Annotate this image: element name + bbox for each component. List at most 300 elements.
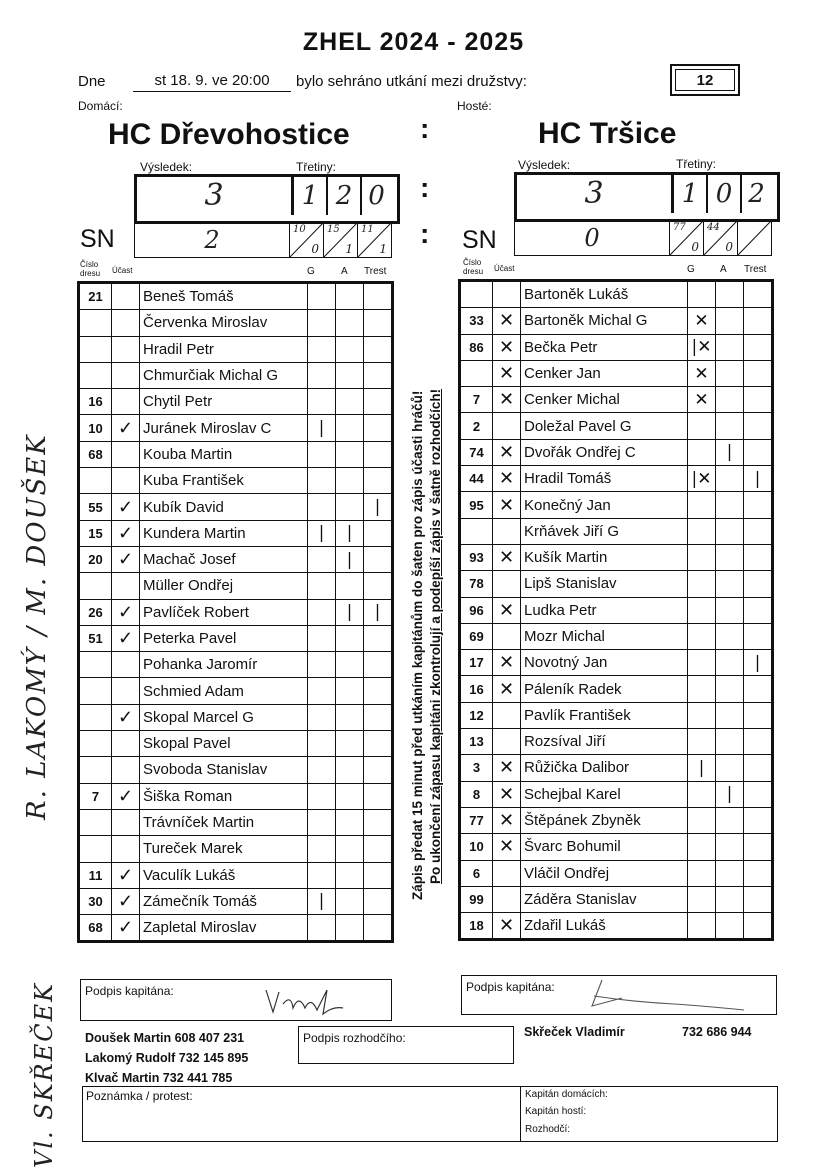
away-player-number: 86 (461, 334, 493, 360)
home-player-number (80, 757, 112, 783)
home-player-number (80, 704, 112, 730)
home-player-number (80, 836, 112, 862)
away-player-number: 44 (461, 466, 493, 492)
away-player-penalties (744, 807, 772, 833)
footer-contacts (85, 1028, 248, 1088)
home-player-goals (308, 310, 336, 336)
home-player-assists (336, 757, 364, 783)
away-player-penalties (744, 571, 772, 597)
captain-away-label: Kapitán hostí: (525, 1106, 587, 1117)
away-player-number: 3 (461, 755, 493, 781)
home-period-1: 1 (294, 177, 328, 215)
home-label: Domácí: (78, 99, 123, 113)
home-team-name: HC Dřevohostice (108, 118, 350, 151)
away-player-name: Cenker Michal (521, 387, 688, 413)
away-captain-sig-label: Podpis kapitána: (466, 980, 555, 994)
away-player-row (461, 308, 772, 334)
away-player-row (461, 413, 772, 439)
home-player-assists: | (336, 520, 364, 546)
home-period-2: 2 (328, 177, 362, 215)
away-player-attendance: ✕ (493, 360, 521, 386)
away-captain-signature (572, 976, 752, 1016)
home-player-penalties (364, 389, 392, 415)
away-player-assists (716, 387, 744, 413)
home-player-goals (308, 836, 336, 862)
away-player-assists (716, 886, 744, 912)
away-player-row (461, 360, 772, 386)
away-player-goals: ✕ (688, 387, 716, 413)
home-player-assists (336, 836, 364, 862)
away-player-penalties (744, 781, 772, 807)
away-player-assists (716, 492, 744, 518)
away-player-penalties (744, 834, 772, 860)
home-player-row (80, 862, 392, 888)
side-note-lower: Vl. SKŘEČEK (30, 981, 58, 1168)
home-player-attendance: ✓ (112, 625, 140, 651)
away-player-number: 6 (461, 860, 493, 886)
away-player-row (461, 544, 772, 570)
home-player-number (80, 573, 112, 599)
home-player-attendance (112, 757, 140, 783)
away-player-goals (688, 676, 716, 702)
referee-phone: 732 686 944 (682, 1025, 752, 1039)
home-player-name: Skopal Marcel G (140, 704, 308, 730)
home-player-row (80, 836, 392, 862)
captain-home-label: Kapitán domácích: (525, 1089, 608, 1100)
home-sn-mark-2: 15 1 (324, 223, 358, 257)
away-player-name: Bartoněk Lukáš (521, 282, 688, 308)
away-player-assists (716, 676, 744, 702)
away-player-row (461, 886, 772, 912)
home-player-name: Pavlíček Robert (140, 599, 308, 625)
away-player-name: Lipš Stanislav (521, 571, 688, 597)
away-player-goals: |✕ (688, 466, 716, 492)
away-player-number: 18 (461, 913, 493, 939)
home-player-attendance (112, 652, 140, 678)
home-player-row (80, 888, 392, 914)
away-player-penalties (744, 597, 772, 623)
away-period-1: 1 (674, 175, 708, 213)
home-player-number: 16 (80, 389, 112, 415)
home-sn-value: 2 (135, 223, 290, 257)
note-protest-box (82, 1086, 778, 1142)
away-player-name: Švarc Bohumil (521, 834, 688, 860)
home-sn-label: SN (80, 225, 115, 253)
home-player-name: Trávníček Martin (140, 809, 308, 835)
home-player-assists (336, 389, 364, 415)
away-player-goals (688, 834, 716, 860)
away-player-assists (716, 807, 744, 833)
away-player-row (461, 676, 772, 702)
away-player-attendance (493, 623, 521, 649)
away-player-goals: ✕ (688, 308, 716, 334)
away-player-assists (716, 544, 744, 570)
away-player-assists (716, 466, 744, 492)
away-player-row (461, 597, 772, 623)
away-player-attendance (493, 886, 521, 912)
home-roster-table (79, 283, 392, 941)
home-player-penalties (364, 625, 392, 651)
home-player-attendance: ✓ (112, 546, 140, 572)
away-player-goals (688, 492, 716, 518)
away-player-row (461, 466, 772, 492)
away-player-number: 13 (461, 729, 493, 755)
home-player-name: Kuba František (140, 468, 308, 494)
away-player-number: 33 (461, 308, 493, 334)
home-player-goals (308, 573, 336, 599)
home-player-assists (336, 862, 364, 888)
home-player-name: Svoboda Stanislav (140, 757, 308, 783)
away-player-number: 16 (461, 676, 493, 702)
home-player-attendance (112, 468, 140, 494)
home-player-row (80, 652, 392, 678)
home-player-row (80, 415, 392, 441)
home-player-penalties: | (364, 599, 392, 625)
home-player-row (80, 678, 392, 704)
away-player-attendance: ✕ (493, 544, 521, 570)
home-player-name: Kubík David (140, 494, 308, 520)
away-player-row (461, 571, 772, 597)
away-player-number: 93 (461, 544, 493, 570)
away-player-number: 95 (461, 492, 493, 518)
away-player-number: 74 (461, 439, 493, 465)
home-player-row (80, 573, 392, 599)
home-player-goals (308, 678, 336, 704)
home-player-assists (336, 468, 364, 494)
away-player-penalties (744, 676, 772, 702)
home-player-penalties (364, 336, 392, 362)
date-value: st 18. 9. ve 20:00 (133, 72, 291, 92)
away-player-penalties (744, 886, 772, 912)
referee-signature-box (298, 1026, 514, 1064)
result-colon: : (420, 172, 430, 203)
referee-name: Skřeček Vladimír (524, 1025, 625, 1039)
away-player-assists (716, 571, 744, 597)
away-player-assists: | (716, 439, 744, 465)
away-player-attendance (493, 729, 521, 755)
away-player-row (461, 334, 772, 360)
home-player-name: Kundera Martin (140, 520, 308, 546)
home-player-goals (308, 731, 336, 757)
away-player-attendance: ✕ (493, 492, 521, 518)
away-team-name: HC Tršice (538, 117, 677, 150)
away-player-penalties (744, 334, 772, 360)
home-player-row (80, 494, 392, 520)
away-player-name: Páleník Radek (521, 676, 688, 702)
home-player-assists (336, 783, 364, 809)
home-player-assists (336, 494, 364, 520)
home-player-number (80, 652, 112, 678)
away-player-assists: | (716, 781, 744, 807)
home-player-attendance (112, 441, 140, 467)
away-result-label: Výsledek: (518, 158, 571, 172)
home-player-penalties (364, 862, 392, 888)
away-player-name: Vláčil Ondřej (521, 860, 688, 886)
match-number: 12 (675, 69, 735, 91)
away-player-penalties (744, 702, 772, 728)
home-player-number: 11 (80, 862, 112, 888)
home-player-penalties (364, 573, 392, 599)
away-player-attendance: ✕ (493, 676, 521, 702)
home-player-row (80, 362, 392, 388)
home-player-row (80, 731, 392, 757)
away-player-number: 17 (461, 650, 493, 676)
home-player-assists (336, 415, 364, 441)
away-player-penalties (744, 439, 772, 465)
away-player-penalties (744, 282, 772, 308)
home-player-name: Machač Josef (140, 546, 308, 572)
home-player-name: Chytil Petr (140, 389, 308, 415)
away-player-attendance (493, 413, 521, 439)
match-number-box (670, 64, 740, 96)
home-player-name: Vaculík Lukáš (140, 862, 308, 888)
home-player-number: 55 (80, 494, 112, 520)
home-player-name: Tureček Marek (140, 836, 308, 862)
home-player-penalties (364, 678, 392, 704)
away-player-assists (716, 623, 744, 649)
home-col-g: G (307, 266, 315, 277)
away-player-goals (688, 913, 716, 939)
home-player-number (80, 362, 112, 388)
home-player-name: Chmurčiak Michal G (140, 362, 308, 388)
home-player-name: Juránek Miroslav C (140, 415, 308, 441)
away-player-number: 7 (461, 387, 493, 413)
away-player-assists (716, 755, 744, 781)
home-player-assists (336, 336, 364, 362)
away-col-trest: Trest (744, 264, 767, 275)
away-player-name: Kušík Martin (521, 544, 688, 570)
away-player-name: Růžička Dalibor (521, 755, 688, 781)
home-player-name: Skopal Pavel (140, 731, 308, 757)
away-player-name: Bartoněk Michal G (521, 308, 688, 334)
away-player-row (461, 492, 772, 518)
away-player-row (461, 387, 772, 413)
home-result-box (134, 174, 400, 224)
home-player-attendance: ✓ (112, 704, 140, 730)
home-player-row (80, 310, 392, 336)
away-periods-label: Třetiny: (676, 157, 717, 171)
home-player-number: 26 (80, 599, 112, 625)
home-player-penalties (364, 757, 392, 783)
home-player-assists (336, 441, 364, 467)
home-player-penalties (364, 415, 392, 441)
home-player-name: Zámečník Tomáš (140, 888, 308, 914)
away-col-a: A (720, 264, 727, 275)
away-player-assists (716, 729, 744, 755)
home-player-number: 21 (80, 284, 112, 310)
away-player-goals (688, 886, 716, 912)
away-player-penalties (744, 729, 772, 755)
away-player-row (461, 807, 772, 833)
home-player-row (80, 468, 392, 494)
home-player-goals (308, 783, 336, 809)
side-note-upper: R. LAKOMÝ / M. DOUŠEK (22, 433, 52, 820)
away-player-goals (688, 439, 716, 465)
away-player-assists (716, 282, 744, 308)
home-player-row (80, 389, 392, 415)
away-player-goals (688, 702, 716, 728)
home-player-penalties (364, 310, 392, 336)
home-player-attendance (112, 310, 140, 336)
home-player-penalties (364, 441, 392, 467)
home-player-row (80, 441, 392, 467)
home-player-name: Peterka Pavel (140, 625, 308, 651)
home-period-3: 0 (368, 181, 385, 211)
away-player-name: Rozsíval Jiří (521, 729, 688, 755)
home-player-assists (336, 915, 364, 941)
away-player-row (461, 282, 772, 308)
away-player-number: 96 (461, 597, 493, 623)
away-player-name: Doležal Pavel G (521, 413, 688, 439)
away-player-number: 8 (461, 781, 493, 807)
home-player-assists: | (336, 599, 364, 625)
home-player-row (80, 757, 392, 783)
home-player-attendance (112, 389, 140, 415)
home-player-attendance: ✓ (112, 915, 140, 941)
home-player-name: Schmied Adam (140, 678, 308, 704)
home-player-goals (308, 441, 336, 467)
home-player-name: Kouba Martin (140, 441, 308, 467)
home-player-goals (308, 625, 336, 651)
home-player-assists (336, 573, 364, 599)
away-player-penalties: | (744, 466, 772, 492)
home-player-number (80, 678, 112, 704)
home-player-row (80, 336, 392, 362)
date-label: Dne (78, 73, 106, 90)
home-player-assists (336, 678, 364, 704)
home-player-name: Šiška Roman (140, 783, 308, 809)
away-player-penalties (744, 492, 772, 518)
away-player-row (461, 439, 772, 465)
home-captain-signature (261, 982, 381, 1022)
home-player-attendance: ✓ (112, 888, 140, 914)
home-player-number: 20 (80, 546, 112, 572)
away-player-name: Konečný Jan (521, 492, 688, 518)
away-player-row (461, 755, 772, 781)
home-player-assists (336, 809, 364, 835)
home-player-assists: | (336, 546, 364, 572)
away-player-attendance: ✕ (493, 597, 521, 623)
away-player-penalties (744, 387, 772, 413)
referee-sig-label: Podpis rozhodčího: (303, 1031, 406, 1045)
away-player-name: Pavlík František (521, 702, 688, 728)
away-player-penalties (744, 860, 772, 886)
away-sn-box (514, 220, 772, 256)
home-player-penalties (364, 546, 392, 572)
away-player-assists (716, 597, 744, 623)
home-player-goals (308, 757, 336, 783)
home-player-name: Červenka Miroslav (140, 310, 308, 336)
home-player-assists (336, 625, 364, 651)
away-player-number: 2 (461, 413, 493, 439)
home-player-goals (308, 468, 336, 494)
away-player-goals: ✕ (688, 360, 716, 386)
away-player-name: Ludka Petr (521, 597, 688, 623)
away-player-name: Záděra Stanislav (521, 886, 688, 912)
away-player-assists (716, 650, 744, 676)
away-player-goals (688, 544, 716, 570)
away-player-assists (716, 308, 744, 334)
away-player-number: 10 (461, 834, 493, 860)
away-player-number: 69 (461, 623, 493, 649)
home-player-goals (308, 284, 336, 310)
away-player-assists (716, 702, 744, 728)
away-player-name: Krňávek Jiří G (521, 518, 688, 544)
away-player-attendance (493, 571, 521, 597)
away-col-cislo: Číslo dresu (463, 258, 484, 276)
away-player-attendance: ✕ (493, 439, 521, 465)
contact-1: Doušek Martin 608 407 231 (85, 1031, 245, 1045)
home-col-cislo: Číslo dresu (80, 260, 101, 278)
away-col-g: G (687, 264, 695, 275)
home-player-penalties (364, 836, 392, 862)
away-player-penalties (744, 544, 772, 570)
home-player-goals (308, 862, 336, 888)
home-player-number: 68 (80, 441, 112, 467)
away-sn-mark-1: 77 0 (670, 221, 704, 255)
home-player-attendance: ✓ (112, 494, 140, 520)
home-sn-box (134, 222, 392, 258)
away-player-number (461, 360, 493, 386)
away-sn-value: 0 (515, 221, 670, 255)
home-player-goals: | (308, 888, 336, 914)
away-player-name: Mozr Michal (521, 623, 688, 649)
home-captain-sig-label: Podpis kapitána: (85, 984, 174, 998)
away-player-goals (688, 623, 716, 649)
away-player-number: 99 (461, 886, 493, 912)
home-player-penalties (364, 520, 392, 546)
home-player-name: Hradil Petr (140, 336, 308, 362)
team-colon: : (420, 113, 430, 144)
home-player-number (80, 731, 112, 757)
away-player-name: Cenker Jan (521, 360, 688, 386)
page-title: ZHEL 2024 - 2025 (302, 28, 525, 56)
away-player-row (461, 781, 772, 807)
home-player-goals: | (308, 520, 336, 546)
home-player-goals (308, 652, 336, 678)
away-captain-signature-box (461, 975, 777, 1015)
away-player-assists (716, 360, 744, 386)
away-player-penalties (744, 413, 772, 439)
home-player-penalties (364, 731, 392, 757)
away-player-attendance (493, 518, 521, 544)
away-player-name: Bečka Petr (521, 334, 688, 360)
away-sn-label: SN (462, 226, 497, 254)
away-player-row (461, 913, 772, 939)
away-result-box (514, 172, 780, 222)
away-player-goals (688, 282, 716, 308)
home-col-trest: Trest (364, 266, 387, 277)
home-player-name: Beneš Tomáš (140, 284, 308, 310)
home-sn-mark-1: 10 0 (290, 223, 324, 257)
away-player-number: 78 (461, 571, 493, 597)
center-note-line1: Zápis předat 15 minut před utkáním kapitánům do šaten pro zápis účasti hráčů! (410, 390, 425, 900)
away-player-number (461, 518, 493, 544)
away-col-ucast: Účast (494, 264, 515, 273)
away-player-goals (688, 781, 716, 807)
home-player-number: 10 (80, 415, 112, 441)
away-player-attendance: ✕ (493, 387, 521, 413)
home-player-number: 7 (80, 783, 112, 809)
home-player-attendance: ✓ (112, 862, 140, 888)
home-player-assists (336, 888, 364, 914)
sn-colon: : (420, 218, 430, 249)
home-player-number: 30 (80, 888, 112, 914)
home-player-attendance (112, 573, 140, 599)
away-player-row (461, 518, 772, 544)
away-player-goals (688, 413, 716, 439)
home-player-goals (308, 389, 336, 415)
